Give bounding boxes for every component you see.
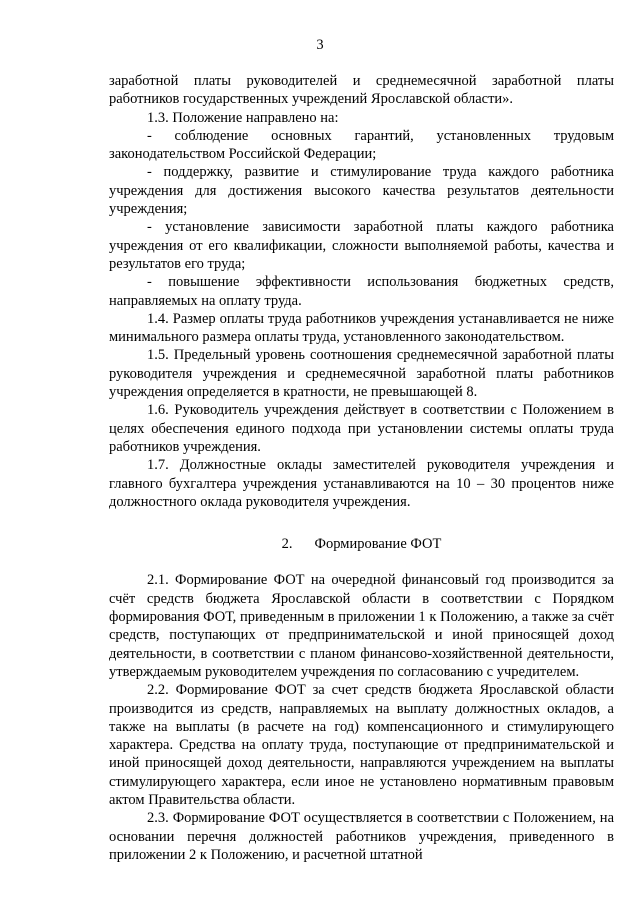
paragraph: 2.2. Формирование ФОТ за счет средств бюджета Ярославской области производится из средств, направляемых на выплату должностных окладов, а также на выплаты (в расчете на год) компенсационного и стимулирующего характера. Средства на оплату труда, поступающие от предпринимательской и иной приносящей доход деятельности, направляются учреждением на выплаты стимулирующего характера, если иное не установлено нормативным правовым актом Правительства области. [109,682,614,808]
document-body [109,72,614,864]
paragraph: - повышение эффективности использования бюджетных средств, направляемых на оплату труда. [109,274,614,309]
paragraph: 1.6. Руководитель учреждения действует в соответствии с Положением в целях обеспечения единого подхода при установлении системы оплаты труда работников учреждения. [109,402,614,455]
paragraph: - поддержку, развитие и стимулирование труда каждого работника учреждения для достижения высокого качества результатов деятельности учреждения; [109,164,614,218]
paragraph: 1.4. Размер оплаты труда работников учреждения устанавливается не ниже минимального размера оплаты труда, установленного законодательством. [109,310,614,346]
paragraph: 1.7. Должностные оклады заместителей руководителя учреждения и главного бухгалтера учреждения устанавливаются на 10 – 30 процентов ниже должностного оклада руководителя учреждения. [109,457,614,510]
paragraph: - установление зависимости заработной платы каждого работника учреждения от его квалификации, сложности выполняемой работы, качества и результатов его труда; [109,219,614,272]
section-title: Формирование ФОТ [314,536,442,553]
section-1-continuation [109,72,614,511]
paragraph: 2.3. Формирование ФОТ осуществляется в соответствии с Положением, на основании перечня должностей работников учреждения, приведенного в приложении 2 к Положению, и расчетной штатной [109,810,614,863]
paragraph: 1.3. Положение направлено на: [147,109,339,126]
paragraph: заработной платы руководителей и среднемесячной заработной платы работников государственных учреждений Ярославской области». [109,73,614,108]
page-number: 3 [316,37,324,53]
section-number: 2. [281,536,293,553]
paragraph: 2.1. Формирование ФОТ на очередной финансовый год производится за счёт средств бюджета Ярославской области в соответствии с Порядком формирования ФОТ, приведенным в приложении 1 к Положению, а также за счёт средств, поступающих от предпринимательской и иной приносящей доход деятельности, в соответствии с планом финансово-хозяйственной деятельности, утверждаемым руководителем учреждения по согласованию с учредителем. [109,572,614,680]
paragraph: - соблюдение основных гарантий, установленных трудовым законодательством Российской Федерации; [109,127,614,163]
section-2-body [109,571,614,864]
paragraph: 1.5. Предельный уровень соотношения среднемесячной заработной платы руководителя учреждения и среднемесячной заработной платы работников учреждения определяется в кратности, не превышающей 8. [109,347,614,401]
section-heading [109,535,614,553]
